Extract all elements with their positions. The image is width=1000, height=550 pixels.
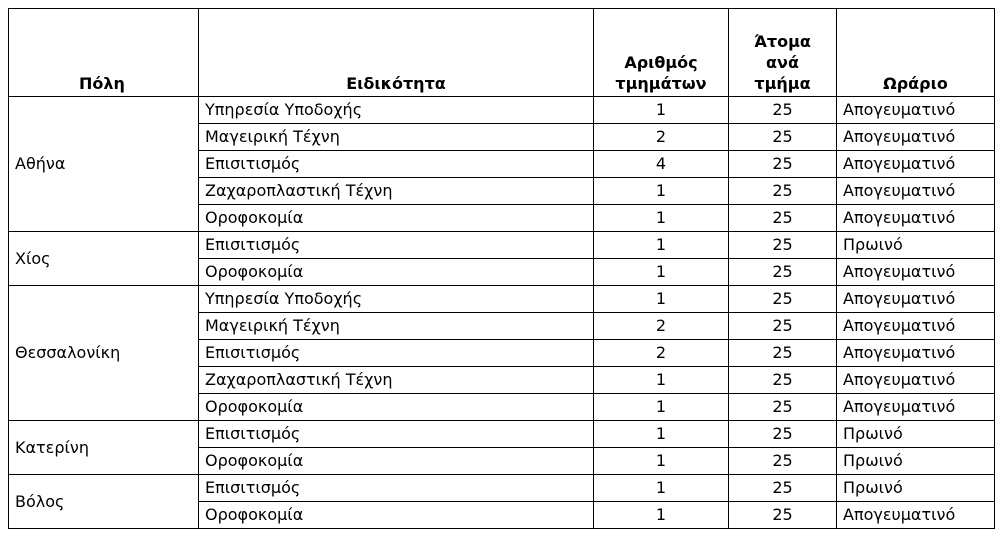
- sections-count-cell[interactable]: 1: [594, 502, 729, 529]
- specialty-cell[interactable]: Υπηρεσία Υποδοχής: [199, 286, 594, 313]
- specialty-cell[interactable]: Υπηρεσία Υποδοχής: [199, 97, 594, 124]
- people-per-section-cell[interactable]: 25: [729, 178, 837, 205]
- schedule-cell[interactable]: Απογευματινό: [837, 151, 995, 178]
- people-per-section-cell[interactable]: 25: [729, 421, 837, 448]
- sections-count-cell[interactable]: 4: [594, 151, 729, 178]
- city-cell[interactable]: Χίος: [9, 232, 199, 286]
- specialty-cell[interactable]: Ζαχαροπλαστική Τέχνη: [199, 367, 594, 394]
- people-per-section-cell[interactable]: 25: [729, 151, 837, 178]
- header-sections-line1: Αριθμός: [624, 53, 698, 72]
- specialty-cell[interactable]: Επισιτισμός: [199, 475, 594, 502]
- schedule-cell[interactable]: Απογευματινό: [837, 205, 995, 232]
- people-per-section-cell[interactable]: 25: [729, 448, 837, 475]
- specialty-cell[interactable]: Επισιτισμός: [199, 232, 594, 259]
- specialty-cell[interactable]: Οροφοκομία: [199, 259, 594, 286]
- table-header: [9, 9, 995, 97]
- sections-count-cell[interactable]: 1: [594, 97, 729, 124]
- table-row: [9, 421, 995, 448]
- sections-count-cell[interactable]: 1: [594, 178, 729, 205]
- schedule-cell[interactable]: Πρωινό: [837, 421, 995, 448]
- people-per-section-cell[interactable]: 25: [729, 286, 837, 313]
- header-specialty-label: Ειδικότητα: [346, 74, 446, 93]
- schedule-cell[interactable]: Απογευματινό: [837, 124, 995, 151]
- schedule-cell[interactable]: Πρωινό: [837, 232, 995, 259]
- schedule-cell[interactable]: Πρωινό: [837, 475, 995, 502]
- specialty-cell[interactable]: Ζαχαροπλαστική Τέχνη: [199, 178, 594, 205]
- people-per-section-cell[interactable]: 25: [729, 502, 837, 529]
- schedule-cell[interactable]: Πρωινό: [837, 448, 995, 475]
- people-per-section-cell[interactable]: 25: [729, 97, 837, 124]
- sections-count-cell[interactable]: 2: [594, 340, 729, 367]
- people-per-section-cell[interactable]: 25: [729, 340, 837, 367]
- specialty-cell[interactable]: Επισιτισμός: [199, 151, 594, 178]
- schedule-cell[interactable]: Απογευματινό: [837, 367, 995, 394]
- specialty-cell[interactable]: Οροφοκομία: [199, 394, 594, 421]
- city-cell[interactable]: Αθήνα: [9, 97, 199, 232]
- table-body: [9, 97, 995, 529]
- spreadsheet-view: [8, 8, 994, 550]
- city-cell[interactable]: Βόλος: [9, 475, 199, 529]
- header-people-line3: τμήμα: [754, 74, 811, 93]
- schedule-cell[interactable]: Απογευματινό: [837, 259, 995, 286]
- specialty-cell[interactable]: Οροφοκομία: [199, 448, 594, 475]
- sections-count-cell[interactable]: 1: [594, 475, 729, 502]
- header-city-label: Πόλη: [79, 74, 125, 93]
- schedule-cell[interactable]: Απογευματινό: [837, 502, 995, 529]
- specialty-cell[interactable]: Μαγειρική Τέχνη: [199, 313, 594, 340]
- people-per-section-cell[interactable]: 25: [729, 259, 837, 286]
- schedule-cell[interactable]: Απογευματινό: [837, 286, 995, 313]
- specialty-cell[interactable]: Οροφοκομία: [199, 205, 594, 232]
- sections-count-cell[interactable]: 1: [594, 205, 729, 232]
- header-row: [9, 9, 995, 97]
- header-city[interactable]: [9, 9, 199, 97]
- city-cell[interactable]: Θεσσαλονίκη: [9, 286, 199, 421]
- sections-count-cell[interactable]: 1: [594, 448, 729, 475]
- sections-count-cell[interactable]: 1: [594, 286, 729, 313]
- schedule-cell[interactable]: Απογευματινό: [837, 97, 995, 124]
- sections-count-cell[interactable]: 1: [594, 367, 729, 394]
- header-people-line2: ανά: [766, 53, 799, 72]
- table-row: [9, 232, 995, 259]
- people-per-section-cell[interactable]: 25: [729, 205, 837, 232]
- specialty-cell[interactable]: Επισιτισμός: [199, 421, 594, 448]
- header-sections[interactable]: [594, 9, 729, 97]
- city-cell[interactable]: Κατερίνη: [9, 421, 199, 475]
- header-specialty[interactable]: [199, 9, 594, 97]
- specialty-cell[interactable]: Επισιτισμός: [199, 340, 594, 367]
- header-people[interactable]: [729, 9, 837, 97]
- specialty-cell[interactable]: Μαγειρική Τέχνη: [199, 124, 594, 151]
- schedule-cell[interactable]: Απογευματινό: [837, 178, 995, 205]
- sections-count-cell[interactable]: 2: [594, 313, 729, 340]
- people-per-section-cell[interactable]: 25: [729, 232, 837, 259]
- sections-count-cell[interactable]: 2: [594, 124, 729, 151]
- training-sections-table: [8, 8, 995, 529]
- header-sections-line2: τμημάτων: [615, 74, 707, 93]
- people-per-section-cell[interactable]: 25: [729, 124, 837, 151]
- sections-count-cell[interactable]: 1: [594, 394, 729, 421]
- header-schedule[interactable]: [837, 9, 995, 97]
- schedule-cell[interactable]: Απογευματινό: [837, 340, 995, 367]
- people-per-section-cell[interactable]: 25: [729, 313, 837, 340]
- sections-count-cell[interactable]: 1: [594, 259, 729, 286]
- header-people-line1: Άτομα: [754, 32, 811, 51]
- sections-count-cell[interactable]: 1: [594, 232, 729, 259]
- people-per-section-cell[interactable]: 25: [729, 367, 837, 394]
- schedule-cell[interactable]: Απογευματινό: [837, 313, 995, 340]
- specialty-cell[interactable]: Οροφοκομία: [199, 502, 594, 529]
- sections-count-cell[interactable]: 1: [594, 421, 729, 448]
- table-row: [9, 97, 995, 124]
- people-per-section-cell[interactable]: 25: [729, 394, 837, 421]
- header-schedule-label: Ωράριο: [883, 74, 948, 93]
- table-row: [9, 475, 995, 502]
- table-row: [9, 286, 995, 313]
- people-per-section-cell[interactable]: 25: [729, 475, 837, 502]
- schedule-cell[interactable]: Απογευματινό: [837, 394, 995, 421]
